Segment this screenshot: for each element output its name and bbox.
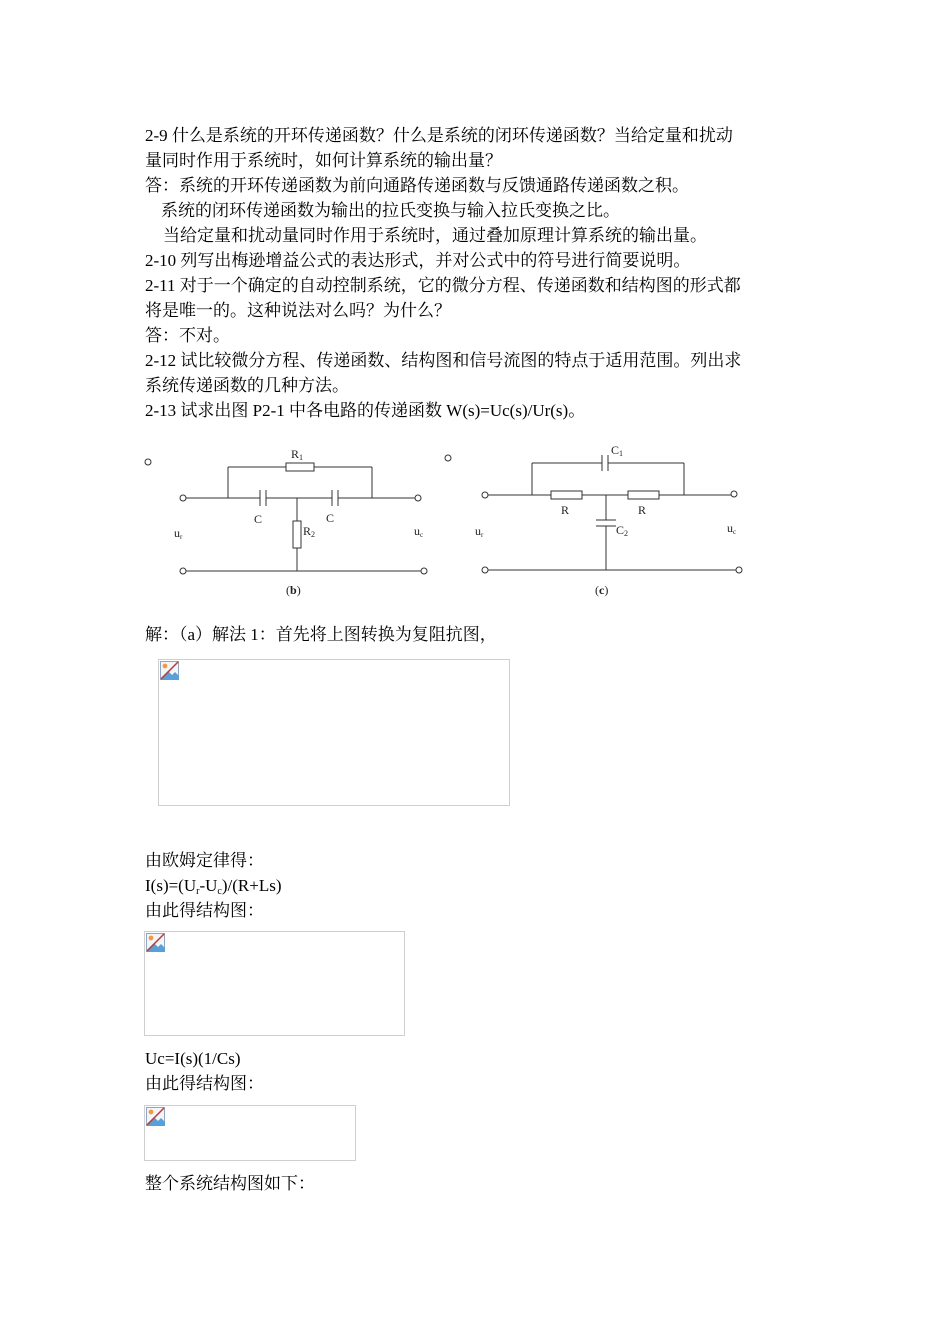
resistor-r2-icon (293, 521, 301, 548)
equation-uc: Uc=I(s)(1/Cs) (145, 1049, 241, 1068)
whole-system-text: 整个系统结构图如下： (145, 1174, 315, 1193)
label-uc-c: uc (727, 521, 737, 536)
resistor-r-left-icon (551, 491, 582, 499)
resistor-r-right-icon (628, 491, 659, 499)
ohm-law-text: 由欧姆定律得： (145, 851, 264, 870)
answer-2-11: 答：不对。 (145, 326, 230, 345)
answer-2-9-line-3: 当给定量和扰动量同时作用于系统时，通过叠加原理计算系统的输出量。 (163, 226, 707, 245)
label-c-left: C (254, 512, 263, 526)
equation-current: $I(s)=(U_r-U_c)/(R+Ls)$ (145, 876, 282, 897)
question-2-9-line-1: 2-9 什么是系统的开环传递函数？什么是系统的闭环传递函数？当给定量和扰动 (145, 126, 733, 145)
label-c1: C1 (611, 443, 624, 458)
input-terminal-bottom-c-icon (482, 567, 488, 573)
label-r1: R1 (291, 447, 304, 462)
solution-intro: 解：（a）解法 1：首先将上图转换为复阻抗图， (145, 625, 497, 644)
label-ur-c: ur (475, 524, 484, 539)
image-placeholder-structure-1 (144, 931, 405, 1036)
question-2-13: 2-13 试求出图 P2-1 中各电路的传递函数 W(s)=Uc(s)/Ur(s)。 (145, 401, 586, 420)
caption-c: (c) (595, 583, 609, 597)
output-terminal-bottom-c-icon (736, 567, 742, 573)
question-2-10: 2-10 列写出梅逊增益公式的表达形式，并对公式中的符号进行简要说明。 (145, 251, 691, 270)
output-terminal-top-c-icon (731, 491, 737, 497)
circuit-b-labels (174, 447, 423, 597)
stray-terminal-c-icon (445, 455, 451, 461)
input-terminal-top-c-icon (482, 492, 488, 498)
question-2-11-line-2: 将是唯一的。这种说法对么吗？为什么？ (145, 301, 451, 320)
caption-b: (b) (286, 583, 301, 597)
input-terminal-bottom-icon (180, 568, 186, 574)
label-c2: C2 (616, 523, 629, 538)
label-r-left: R (561, 503, 570, 517)
label-r2: R2 (303, 524, 316, 539)
label-r-right: R (638, 503, 647, 517)
broken-image-icon (145, 1106, 167, 1128)
structure-text-1: 由此得结构图： (145, 901, 264, 920)
stray-terminal-icon (145, 459, 151, 465)
question-2-12-line-1: 2-12 试比较微分方程、传递函数、结构图和信号流图的特点于适用范围。列出求 (145, 351, 742, 370)
label-ur-b: ur (174, 526, 183, 541)
broken-image-icon (159, 660, 181, 682)
circuit-b (145, 459, 427, 574)
label-uc-b: uc (414, 524, 424, 539)
question-2-12-line-2: 系统传递函数的几种方法。 (145, 376, 349, 395)
broken-image-icon (145, 932, 167, 954)
image-placeholder-structure-2 (144, 1105, 356, 1161)
answer-2-9-line-2: 系统的闭环传递函数为输出的拉氏变换与输入拉氏变换之比。 (161, 201, 620, 220)
image-placeholder-impedance (158, 659, 510, 806)
circuit-figure-p2-1 (140, 438, 760, 608)
structure-text-2: 由此得结构图： (145, 1074, 264, 1093)
input-terminal-top-icon (180, 495, 186, 501)
question-2-9-line-2: 量同时作用于系统时，如何计算系统的输出量？ (145, 151, 502, 170)
question-2-11-line-1: 2-11 对于一个确定的自动控制系统，它的微分方程、传递函数和结构图的形式都 (145, 276, 741, 295)
answer-2-9-line-1: 答：系统的开环传递函数为前向通路传递函数与反馈通路传递函数之积。 (145, 176, 689, 195)
output-terminal-top-icon (415, 495, 421, 501)
label-c-right: C (326, 511, 335, 525)
output-terminal-bottom-icon (421, 568, 427, 574)
resistor-r1-icon (286, 463, 314, 471)
circuit-c (445, 455, 742, 573)
